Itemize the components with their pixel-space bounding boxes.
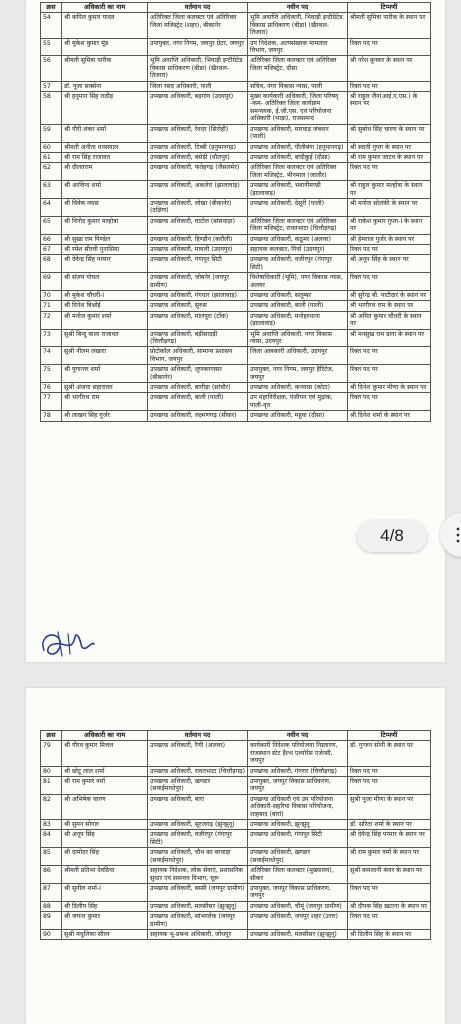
cell-new-post: उपखण्ड अधिकारी, सलूम्बर [248, 291, 348, 301]
cell-new-post: जिला आबकारी अधिकारी, उदयपुर [248, 347, 348, 365]
cell-officer-name: श्री संजय गोयल [62, 273, 148, 291]
table-row [41, 311, 431, 329]
cell-new-post: उपायुक्त, नगर निगम, जयपुर हैरिटेज, जयपुर [248, 365, 348, 383]
table-row [41, 124, 431, 142]
cell-remark: श्री मनोज सोलंकी के स्थान पर [348, 198, 431, 216]
cell-num: 63 [41, 181, 62, 199]
cell-current-post: उपखण्ड अधिकारी, सूरजगढ़ (झुन्झुनू) [148, 820, 248, 830]
cell-remark: रिक्त पद पर [348, 81, 431, 91]
cell-new-post: सहायक कलक्टर, गिर्वा (उदयपुर) [248, 244, 348, 254]
table-row [41, 163, 431, 181]
cell-remark: श्री राकेश कुमार गुप्ता-I के स्थान पर [348, 216, 431, 234]
cell-num: 90 [41, 929, 62, 939]
cell-remark: श्री दिलीप सिंह के स्थान पर [348, 929, 431, 939]
cell-officer-name: श्री सुमन सोगल [62, 820, 148, 830]
cell-officer-name: डॉ. पूजा सक्सेना [62, 81, 148, 91]
cell-new-post: कार्यकारी निदेशक परियोजना निस्तारण, राजस्थान स्टेट हैल्थ एश्योरेंस एजेन्सी, जयपुर [248, 741, 348, 766]
cell-current-post: उपखण्ड अधिकारी, गंगापुर सिटी [148, 255, 248, 273]
cell-officer-name: श्री मनोज कुमार शर्मा [62, 311, 148, 329]
cell-current-post: उपखण्ड अधिकारी, मालपुरा (टोंक) [148, 311, 248, 329]
cell-num: 84 [41, 830, 62, 848]
header-officer: अधिकारी का नाम [62, 3, 148, 13]
cell-officer-name: श्रीमती अनीता धनसवाल [62, 142, 148, 152]
cell-remark: रिक्त पद पर [348, 38, 431, 56]
cell-officer-name: श्री दौलतराम [62, 163, 148, 181]
table-row [41, 820, 431, 830]
cell-num: 71 [41, 301, 62, 311]
cell-num: 87 [41, 883, 62, 901]
cell-current-post: उपखण्ड अधिकारी, वजीरपुर (गंगापुर सिटी) [148, 830, 248, 848]
header-new: नवीन पद [248, 3, 348, 13]
cell-remark: रिक्त पद पर [348, 347, 431, 365]
table-row [41, 766, 431, 776]
table-row [41, 901, 431, 911]
table-row [41, 929, 431, 939]
cell-new-post: उपखण्ड अधिकारी, वजीरपुर (गंगापुर सिटी) [248, 255, 348, 273]
table-row [41, 830, 431, 848]
cell-remark: श्री देवेन्द्र सिंह परमार के स्थान पर [348, 830, 431, 848]
cell-num: 54 [41, 13, 62, 38]
cell-officer-name: श्री जयन्त कुमार [62, 912, 148, 930]
cell-current-post: उपखण्ड अधिकारी, चौथ का बरवाड़ा (सवाईमाधोपुर) [148, 848, 248, 866]
cell-new-post: उप निदेशक, अल्पसंख्यक मामलात विभाग, जयपुर. [248, 38, 348, 56]
cell-current-post: उपखण्ड अधिकारी, बाली (पाली) [148, 393, 248, 411]
cell-new-post: सचिव, नगर विकास न्यास, पाली [248, 81, 348, 91]
cell-new-post: उपखण्ड अधिकारी, मारवाड़ जंक्शन (पाली) [248, 124, 348, 142]
cell-officer-name: श्री विनोद कुमार मल्होत्रा [62, 216, 148, 234]
cell-current-post: उपायुक्त, नगर निगम, जयपुर ग्रेटर, जयपुर [148, 38, 248, 56]
transfer-table-page-4 [40, 2, 431, 422]
cell-new-post: अतिरिक्त जिला कलक्टर (मुख्यालय), सीकर [248, 866, 348, 884]
cell-new-post: अतिरिक्त जिला कलक्टर एवं अतिरिक्त जिला मजिस्ट्रेट, रावतभाटा (चित्तौड़गढ़) [248, 216, 348, 234]
cell-new-post: उपखण्ड अधिकारी, मलसीसर (झुन्झुनू) [248, 929, 348, 939]
cell-officer-name: श्री मुकेश कुमार मूंड [62, 38, 148, 56]
table-row [41, 244, 431, 254]
cell-num: 89 [41, 912, 62, 930]
cell-remark: श्री राम कुमार वर्मा के स्थान पर [348, 848, 431, 866]
cell-current-post: उपखण्ड अधिकारी, टिब्बी (हनुमानगढ़) [148, 142, 248, 152]
cell-num: 58 [41, 92, 62, 125]
cell-new-post: उपखण्ड अधिकारी, बांदीकुई (दौसा) [248, 152, 348, 162]
cell-officer-name: सुश्री नीलम लखारा [62, 347, 148, 365]
signature-image [38, 614, 98, 662]
cell-officer-name: सुश्री अंजना सहारावत [62, 383, 148, 393]
cell-new-post: उपखण्ड अधिकारी, महुवा (दौसा) [248, 411, 348, 421]
cell-officer-name: श्री गौरव कुमार मित्तल [62, 741, 148, 766]
table-row [41, 198, 431, 216]
table-row [41, 848, 431, 866]
cell-current-post: उपखण्ड अधिकारी, जोबनेर (जयपुर ग्रामीण) [148, 273, 248, 291]
cell-num: 55 [41, 38, 62, 56]
table-body-page-4 [41, 13, 431, 421]
cell-num: 83 [41, 820, 62, 830]
cell-current-post: उपखण्ड अधिकारी, लूणकरणसर (बीकानेर) [148, 365, 248, 383]
cell-new-post: उपखण्ड अधिकारी, भवानीमण्डी (झालावाड़) [248, 181, 348, 199]
table-row [41, 56, 431, 81]
cell-num: 81 [41, 777, 62, 795]
cell-remark: रिक्त पद पर [348, 766, 431, 776]
header-num: क्रस [41, 3, 62, 13]
cell-new-post: उपखण्ड अधिकारी, बाली (पाली) [248, 301, 348, 311]
cell-current-post: उपखण्ड अधिकारी, रैणी (अलवर) [148, 741, 248, 766]
cell-num: 57 [41, 81, 62, 91]
cell-remark: श्री अमित कुमार चौधरी के स्थान पर [348, 311, 431, 329]
cell-new-post: उपखण्ड अधिकारी, चौमूं (जयपुर ग्रामीण) [248, 901, 348, 911]
cell-remark: रिक्त पद पर [348, 883, 431, 901]
cell-remark: श्री दीपक सिंह खटाना के स्थान पर [348, 901, 431, 911]
table-row [41, 347, 431, 365]
cell-current-post: उपखण्ड अधिकारी, रेवदर (सिरोही) [148, 124, 248, 142]
table-row [41, 13, 431, 38]
cell-remark: सुश्री कमलानी कंवर के स्थान पर [348, 866, 431, 884]
cell-remark: श्री अनूप सिंह के स्थान पर [348, 255, 431, 273]
cell-current-post: उपखण्ड अधिकारी, सुरुस [148, 301, 248, 311]
cell-officer-name: श्री देवेन्द्र सिंह परमार [62, 255, 148, 273]
cell-new-post: उपायुक्त, जयपुर विकास प्राधिकरण, जयपुर [248, 883, 348, 901]
cell-current-post: जिला रसद अधिकारी, पाली [148, 81, 248, 91]
cell-remark: रिक्त पद पर [348, 244, 431, 254]
cell-new-post: अतिरिक्त जिला कलक्टर एवं अतिरिक्त जिला मजिस्ट्रेट, दौसा [248, 56, 348, 81]
cell-new-post: उपखण्ड अधिकारी, खण्डार (सवाईमाधोपुर) [248, 848, 348, 866]
cell-num: 88 [41, 901, 62, 911]
cell-officer-name: श्री कपिल कुमार यादव [62, 13, 148, 38]
cell-officer-name: श्री हनुमान सिंह राठौड़ [62, 92, 148, 125]
cell-new-post: उपखण्ड अधिकारी, झुन्झुनू [248, 820, 348, 830]
cell-officer-name: श्री छोटू लाल शर्मा [62, 766, 148, 776]
cell-remark: रिक्त पद पर [348, 393, 431, 411]
table-row [41, 234, 431, 244]
transfer-table-page-5 [40, 730, 431, 940]
table-row [41, 383, 431, 393]
cell-num: 66 [41, 234, 62, 244]
cell-current-post: उपखण्ड अधिकारी, बागीड़ा (सांचौर) [148, 383, 248, 393]
cell-num: 64 [41, 198, 62, 216]
cell-officer-name: श्री मुकेश चौधरी-I [62, 291, 148, 301]
cell-num: 80 [41, 766, 62, 776]
table-row [41, 741, 431, 766]
cell-current-post: सहायक निदेशक, लोक सेवाएं, प्रशासनिक सुधार एवं समन्वय विभाग, चूरू [148, 866, 248, 884]
cell-remark: श्री नरेश बुनकर के स्थान पर [348, 56, 431, 81]
cell-current-post: उपखण्ड अधिकारी, मावली (उदयपुर) [148, 244, 248, 254]
cell-remark: श्री हेमराज गुर्जर के स्थान पर [348, 234, 431, 244]
cell-new-post: उपायुक्त, जयपुर विकास प्राधिकरण, जयपुर [248, 777, 348, 795]
table-body-page-5 [41, 741, 431, 940]
table-row [41, 92, 431, 125]
cell-remark: श्री राहुल जैन(आई.ए.एस.) के स्थान पर [348, 92, 431, 125]
cell-remark: रिक्त पद पर [348, 273, 431, 291]
cell-officer-name: श्रीमती प्रतिभा देवठिया [62, 866, 148, 884]
cell-current-post: उपखण्ड अधिकारी, अकलेरा (झालावाड़) [148, 181, 248, 199]
cell-num: 69 [41, 273, 62, 291]
cell-officer-name: श्री विवेक व्यास [62, 198, 148, 216]
cell-current-post: उपखण्ड अधिकारी, हिण्डौन (करौली) [148, 234, 248, 244]
cell-num: 73 [41, 329, 62, 347]
cell-officer-name: श्री गौरी शंकर शर्मा [62, 124, 148, 142]
cell-remark: श्री सुरेन्द्र बी. पाटीदार के स्थान पर [348, 291, 431, 301]
cell-new-post: भूमि अवाप्ति अधिकारी, नगर विकास न्यास, उदयपुर [248, 329, 348, 347]
header-officer: अधिकारी का नाम [62, 731, 148, 741]
cell-remark: श्री दिनेश शर्मा के स्थान पर [348, 411, 431, 421]
cell-num: 76 [41, 383, 62, 393]
cell-remark: डॉ. सरिता शर्मा के स्थान पर [348, 820, 431, 830]
cell-remark: श्रीमती सुमित्रा पारीक के स्थान पर [348, 13, 431, 38]
cell-num: 82 [41, 794, 62, 819]
cell-officer-name: श्री सुखा राम पिण्डेल [62, 234, 148, 244]
table-row [41, 329, 431, 347]
table-row [41, 152, 431, 162]
cell-remark: सुश्री पूजा मीणा के स्थान पर [348, 794, 431, 819]
cell-num: 70 [41, 291, 62, 301]
cell-officer-name: श्री रमेश सीरवी पुनासिया [62, 244, 148, 254]
cell-officer-name: श्री दिलीप सिंह [62, 901, 148, 911]
cell-current-post: अतिरिक्त जिला कलक्टर एवं अतिरिक्त जिला मजिस्ट्रेट (शहर), बीकानेर [148, 13, 248, 38]
cell-officer-name: श्रीमती सुमित्रा पारीक [62, 56, 148, 81]
cell-remark: डॉ. गुन्जन सोनी के स्थान पर [348, 741, 431, 766]
cell-new-post: उपखण्ड अधिकारी, गंगरार (चित्तौड़गढ़) [248, 766, 348, 776]
cell-new-post: अतिरिक्त जिला कलक्टर एवं अतिरिक्त जिला मजिस्ट्रेट, भीनमाल (जालौर) [248, 163, 348, 181]
cell-remark: रिक्त पद पर [348, 912, 431, 930]
cell-new-post: मुख्य कार्यकारी अधिकारी, जिला परिषद् -कम- अतिरिक्त जिला कार्यक्रम समन्वयक, ई.जी.एस. एवं परियोजना अधिकारी (भाड़ा), राजसमन्द [248, 92, 348, 125]
cell-current-post: उपखण्ड अधिकारी, खण्डार (सवाईमाधोपुर) [148, 777, 248, 795]
cell-officer-name: श्री अरविन्द शर्मा [62, 181, 148, 199]
cell-remark: रिक्त पद पर [348, 777, 431, 795]
table-row [41, 142, 431, 152]
cell-officer-name: श्री लाखन सिंह गुर्जर [62, 411, 148, 421]
cell-current-post: उपखण्ड अधिकारी, फतेहगढ़ (जैसलमेर) [148, 163, 248, 181]
table-row [41, 255, 431, 273]
cell-num: 61 [41, 152, 62, 162]
header-current: वर्तमान पद [148, 731, 248, 741]
cell-officer-name: श्री राम सिंह राजावत [62, 152, 148, 162]
table-row [41, 291, 431, 301]
cell-officer-name: श्री युगान्तर शर्मा [62, 365, 148, 383]
document-page-5 [26, 688, 445, 1024]
header-current: वर्तमान पद [148, 3, 248, 13]
cell-current-post: उपखण्ड अधिकारी, मलसीसर (झुन्झुनू) [148, 901, 248, 911]
cell-num: 68 [41, 255, 62, 273]
table-row [41, 411, 431, 421]
cell-num: 79 [41, 741, 62, 766]
table-row [41, 393, 431, 411]
table-row [41, 301, 431, 311]
cell-current-post: उपखण्ड अधिकारी, लोखा (बीकानेर) (दक्षिण) [148, 198, 248, 216]
cell-officer-name: श्री दिनेश बिश्नोई [62, 301, 148, 311]
cell-new-post: उपखण्ड अधिकारी, गंगापुर सिटी [248, 830, 348, 848]
cell-current-post: उपखण्ड अधिकारी, बस्सी (जयपुर ग्रामीण) [148, 883, 248, 901]
cell-new-post: उपखण्ड अधिकारी, मनोहरथाना (झालावाड़) [248, 311, 348, 329]
cell-num: 86 [41, 866, 62, 884]
cell-new-post: भूमि अवाप्ति अधिकारी, भिवाड़ी इन्टीग्रेटेड विकास प्राधिकरण (बीडा) (खैरथल-तिजारा) [248, 13, 348, 38]
page-indicator: 4/8 [357, 520, 427, 552]
cell-current-post: उपखण्ड अधिकारी, सांभरलेक (जयपुर ग्रामीण) [148, 912, 248, 930]
cell-new-post: उप महानिरीक्षक, पंजीयन एवं मुद्रांक, पाली-वृत [248, 393, 348, 411]
cell-remark: रिक्त पद पर [348, 163, 431, 181]
cell-num: 62 [41, 163, 62, 181]
cell-current-post: प्रोटोकॉल अधिकारी, सामान्य प्रशासन विभाग, जयपुर [148, 347, 248, 365]
cell-officer-name: श्री अभिषेक चारण [62, 794, 148, 819]
header-remark: टिप्पणी [348, 3, 431, 13]
cell-remark: रिक्त पद पर [348, 365, 431, 383]
cell-new-post: उपखण्ड अधिकारी, कठूमर (अलवर) [248, 234, 348, 244]
cell-officer-name: सुश्री मधुलिका सीरव [62, 929, 148, 939]
cell-current-post: उपखण्ड अधिकारी, बारा [148, 794, 248, 819]
table-row [41, 365, 431, 383]
table-row [41, 777, 431, 795]
table-header-row [41, 3, 431, 13]
table-header-row [41, 731, 431, 741]
cell-current-post: उपखण्ड अधिकारी, बड़गांव (उदयपुर) [148, 92, 248, 125]
table-row [41, 216, 431, 234]
table-row [41, 38, 431, 56]
table-row [41, 912, 431, 930]
cell-new-post: उपखण्ड अधिकारी एवं उप परियोजना अधिकारी-सहरिया विकास परियोजना, शाहबाद (बारां) [248, 794, 348, 819]
cell-remark: श्री सुबोध सिंह चारण के स्थान पर [348, 124, 431, 142]
cell-remark: श्री दिनेश कुमार मीणा के स्थान पर [348, 383, 431, 393]
cell-new-post: उपखण्ड अधिकारी, कनवास (कोटा) [248, 383, 348, 393]
cell-num: 67 [41, 244, 62, 254]
cell-new-post: विशेषाधिकारी (भूमि), नगर विकास न्यास, अलवर [248, 273, 348, 291]
cell-officer-name: श्री अनूप सिंह [62, 830, 148, 848]
cell-remark: श्री राम कुमार जाटव के स्थान पर [348, 152, 431, 162]
cell-new-post: उपखण्ड अधिकारी, जयपुर शहर (उत्तर) [248, 912, 348, 930]
cell-officer-name: सुश्री बिन्दु बाला राजावत [62, 329, 148, 347]
table-row [41, 883, 431, 901]
table-row [41, 866, 431, 884]
cell-current-post: उपखण्ड अधिकारी, गंगधार (झालावाड़) [148, 291, 248, 301]
cell-remark: श्री मनसुख राम डागा के स्थान पर [348, 329, 431, 347]
table-row [41, 273, 431, 291]
cell-current-post: उपखण्ड अधिकारी, रावतभाटा (चित्तौड़गढ़) [148, 766, 248, 776]
cell-num: 60 [41, 142, 62, 152]
table-row [41, 181, 431, 199]
cell-num: 56 [41, 56, 62, 81]
cell-remark: श्री भागीरथ राम के स्थान पर [348, 301, 431, 311]
cell-num: 85 [41, 848, 62, 866]
more-dots-icon [450, 527, 461, 543]
cell-officer-name: श्री भागीरथ राम [62, 393, 148, 411]
cell-num: 77 [41, 393, 62, 411]
cell-officer-name: श्री दामोदर सिंह [62, 848, 148, 866]
table-row [41, 81, 431, 91]
cell-current-post: उपखण्ड अधिकारी, लक्ष्मणगढ़ (सीकर) [148, 411, 248, 421]
cell-current-post: उपखण्ड अधिकारी, बसेड़ी (धौलपुर) [148, 152, 248, 162]
cell-officer-name: श्री सुनील शर्मा-I [62, 883, 148, 901]
cell-remark: श्री राहुल कुमार मल्होत्रा के स्थान पर [348, 181, 431, 199]
cell-current-post: सहायक भू-प्रबन्ध अधिकारी, जोधपुर [148, 929, 248, 939]
cell-num: 74 [41, 347, 62, 365]
cell-num: 59 [41, 124, 62, 142]
cell-num: 65 [41, 216, 62, 234]
cell-current-post: उपखण्ड अधिकारी, बड़ीसादड़ी (चित्तौड़गढ़) [148, 329, 248, 347]
header-new: नवीन पद [248, 731, 348, 741]
document-page-4 [26, 0, 445, 662]
cell-num: 78 [41, 411, 62, 421]
table-row [41, 794, 431, 819]
header-remark: टिप्पणी [348, 731, 431, 741]
cell-remark: श्री स्वाती गुप्ता के स्थान पर [348, 142, 431, 152]
cell-current-post: भूमि अवाप्ति अधिकारी, भिवाड़ी इन्टीग्रेटेड विकास प्राधिकरण (बीडा) (खैरथल-तिजारा) [148, 56, 248, 81]
cell-new-post: उपखण्ड अधिकारी, देसूरी (पाली) [248, 198, 348, 216]
cell-officer-name: श्री राम कुमार वर्मा [62, 777, 148, 795]
cell-new-post: उपखण्ड अधिकारी, पीलीबंगा (हनुमानगढ़) [248, 142, 348, 152]
header-num: क्रस [41, 731, 62, 741]
cell-current-post: उपखण्ड अधिकारी, घाटोल (बांसवाड़ा) [148, 216, 248, 234]
cell-num: 72 [41, 311, 62, 329]
cell-num: 75 [41, 365, 62, 383]
